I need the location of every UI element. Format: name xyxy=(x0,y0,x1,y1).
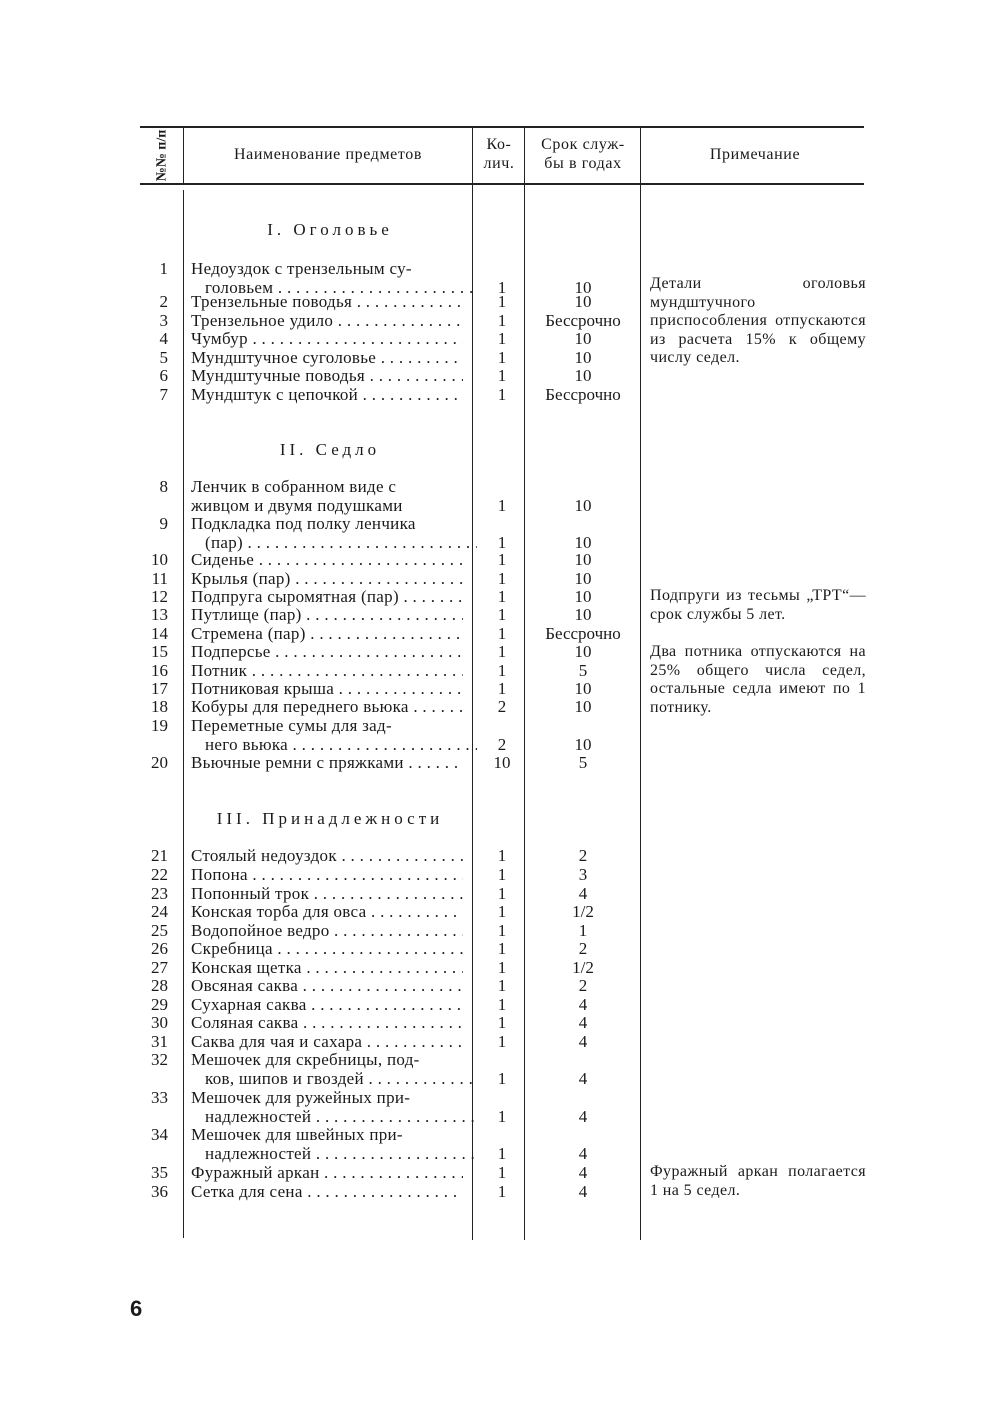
item-quantity: 1 xyxy=(497,1068,507,1088)
item-quantity: 1 xyxy=(497,1106,507,1126)
row-number: 13 xyxy=(151,605,168,624)
item-name: Мундштук с цепочкой . . . xyxy=(191,386,463,404)
col-divider-num-body xyxy=(183,190,184,1238)
item-quantity: 1 xyxy=(497,902,507,921)
item-quantity: 1 xyxy=(497,939,507,958)
item-name: Путлище (пар) . . . xyxy=(191,606,463,624)
item-quantity: 1 xyxy=(497,1013,507,1032)
row-number: 23 xyxy=(151,884,168,903)
item-quantity: 1 xyxy=(497,624,507,643)
section-title-ogolovie: I. Оголовье xyxy=(267,220,393,239)
item-quantity: 1 xyxy=(497,495,507,515)
item-name: Подкладка под полку ленчика xyxy=(191,515,416,533)
header-note: Примечание xyxy=(709,146,801,163)
item-service-life: Бессрочно xyxy=(545,385,621,404)
item-service-life: 3 xyxy=(578,865,588,884)
row-number: 32 xyxy=(151,1050,168,1069)
item-quantity: 1 xyxy=(497,569,507,588)
item-service-life: 4 xyxy=(578,1032,588,1051)
item-name: Мешочек для ружейных при- xyxy=(191,1089,411,1107)
row-number: 14 xyxy=(151,624,168,643)
item-name: Стремена (пар) . . . xyxy=(191,625,463,643)
note-podprugi: Подпруги из тесьмы „ТРТ“—срок службы 5 лет. xyxy=(650,587,866,623)
item-quantity: 1 xyxy=(497,884,507,903)
item-name: Переметные сумы для зад- xyxy=(191,717,392,735)
item-quantity: 1 xyxy=(497,995,507,1014)
row-number: 12 xyxy=(151,587,168,606)
row-number: 24 xyxy=(151,902,168,921)
item-name-continued: него вьюка . . . xyxy=(205,736,477,754)
item-quantity: 1 xyxy=(497,921,507,940)
row-number: 31 xyxy=(151,1032,168,1051)
item-service-life: 4 xyxy=(578,1106,588,1126)
row-number: 8 xyxy=(159,477,168,496)
item-service-life: 4 xyxy=(578,1143,588,1163)
row-number: 17 xyxy=(151,679,168,698)
item-quantity: 1 xyxy=(497,865,507,884)
item-service-life: 1/2 xyxy=(572,958,594,977)
item-service-life: 4 xyxy=(578,884,588,903)
item-name: Конская торба для овса . . . xyxy=(191,903,463,921)
item-name: Потниковая крыша . . . xyxy=(191,680,463,698)
item-name-continued: надлежностей . . . xyxy=(205,1145,477,1163)
item-name: Соляная саква . . . xyxy=(191,1014,463,1032)
item-name-continued: (пар) . . . xyxy=(205,534,477,552)
row-number: 6 xyxy=(159,366,168,385)
item-quantity: 1 xyxy=(497,277,507,297)
item-service-life: 10 xyxy=(574,292,592,311)
row-number: 9 xyxy=(159,514,168,533)
item-name: Мешочек для скребницы, под- xyxy=(191,1051,420,1069)
item-name-continued: надлежностей . . . xyxy=(205,1108,477,1126)
item-name: Чумбур . . . xyxy=(191,330,463,348)
item-quantity: 1 xyxy=(497,366,507,385)
item-quantity: 1 xyxy=(497,292,507,311)
row-number: 26 xyxy=(151,939,168,958)
item-name: Ленчик в собранном виде с xyxy=(191,478,397,496)
item-name: Конская щетка . . . xyxy=(191,959,463,977)
item-quantity: 1 xyxy=(497,958,507,977)
item-service-life: 4 xyxy=(578,1163,588,1182)
item-quantity: 1 xyxy=(497,385,507,404)
item-service-life: 4 xyxy=(578,1068,588,1088)
item-service-life: 10 xyxy=(574,642,592,661)
item-quantity: 1 xyxy=(497,1182,507,1201)
note-arkan: Фуражный аркан полагается 1 на 5 седел. xyxy=(650,1163,866,1199)
item-service-life: 10 xyxy=(574,550,592,569)
item-service-life: 10 xyxy=(574,495,592,515)
item-service-life: Бессрочно xyxy=(545,624,621,643)
item-quantity: 1 xyxy=(497,846,507,865)
item-service-life: 10 xyxy=(574,734,592,754)
item-name: Трензельные поводья . . . xyxy=(191,293,463,311)
item-service-life: 10 xyxy=(574,569,592,588)
header-bottom-rule xyxy=(140,183,864,185)
row-number: 11 xyxy=(151,569,168,588)
row-number: 33 xyxy=(151,1088,168,1107)
item-name: Крылья (пар) . . . xyxy=(191,570,463,588)
col-divider-term xyxy=(640,126,641,1240)
page-number: 6 xyxy=(130,1296,143,1321)
item-name-continued: живцом и двумя подушками xyxy=(191,496,403,515)
item-name: Скребница . . . xyxy=(191,940,463,958)
item-name: Овсяная саква . . . xyxy=(191,977,463,995)
item-service-life: 10 xyxy=(574,679,592,698)
item-name: Сетка для сена . . . xyxy=(191,1183,463,1201)
row-number: 36 xyxy=(151,1182,168,1201)
item-quantity: 1 xyxy=(497,661,507,680)
item-name: Подперсье . . . xyxy=(191,643,463,661)
item-name: Саква для чая и сахара . . . xyxy=(191,1033,463,1051)
item-name: Попонный трок . . . xyxy=(191,885,463,903)
row-number: 28 xyxy=(151,976,168,995)
item-service-life: Бессрочно xyxy=(545,311,621,330)
item-service-life: 10 xyxy=(574,329,592,348)
item-quantity: 1 xyxy=(497,642,507,661)
item-name: Стоялый недоуздок . . . xyxy=(191,847,463,865)
item-quantity: 1 xyxy=(497,1032,507,1051)
item-name: Сиденье . . . xyxy=(191,551,463,569)
row-number: 3 xyxy=(159,311,168,330)
item-name: Водопойное ведро . . . xyxy=(191,922,463,940)
item-quantity: 1 xyxy=(497,329,507,348)
table-top-rule xyxy=(140,126,864,128)
item-quantity: 2 xyxy=(497,734,507,754)
item-quantity: 1 xyxy=(497,311,507,330)
row-number: 5 xyxy=(159,348,168,367)
item-name: Потник . . . xyxy=(191,662,463,680)
item-name: Мундштучные поводья . . . xyxy=(191,367,463,385)
item-name: Кобуры для переднего вьюка . . . xyxy=(191,698,463,716)
item-name: Трензельное удило . . . xyxy=(191,312,463,330)
item-name: Сухарная саква . . . xyxy=(191,996,463,1014)
item-quantity: 1 xyxy=(497,532,507,552)
item-service-life: 10 xyxy=(574,587,592,606)
item-quantity: 1 xyxy=(497,976,507,995)
item-service-life: 10 xyxy=(574,348,592,367)
item-service-life: 10 xyxy=(574,277,592,297)
item-name: Попона . . . xyxy=(191,866,463,884)
item-service-life: 4 xyxy=(578,1182,588,1201)
item-quantity: 10 xyxy=(493,753,511,772)
item-name: Мешочек для швейных при- xyxy=(191,1126,403,1144)
row-number: 35 xyxy=(151,1163,168,1182)
row-number: 15 xyxy=(151,642,168,661)
row-number: 20 xyxy=(151,753,168,772)
item-service-life: 10 xyxy=(574,605,592,624)
row-number: 1 xyxy=(159,259,168,278)
item-quantity: 1 xyxy=(497,550,507,569)
item-service-life: 1/2 xyxy=(572,902,594,921)
row-number: 27 xyxy=(151,958,168,977)
item-service-life: 4 xyxy=(578,1013,588,1032)
item-name: Фуражный аркан . . . xyxy=(191,1164,463,1182)
item-service-life: 10 xyxy=(574,532,592,552)
section-title-sedlo: II. Седло xyxy=(279,440,381,459)
row-number: 19 xyxy=(151,716,168,735)
row-number: 18 xyxy=(151,697,168,716)
row-number: 25 xyxy=(151,921,168,940)
header-qty: Ко- лич. xyxy=(483,136,515,172)
item-service-life: 2 xyxy=(578,846,588,865)
item-quantity: 1 xyxy=(497,1163,507,1182)
item-name: Вьючные ремни с пряжками . . . xyxy=(191,754,463,772)
item-service-life: 10 xyxy=(574,366,592,385)
row-number: 16 xyxy=(151,661,168,680)
row-number: 10 xyxy=(151,550,168,569)
item-service-life: 5 xyxy=(578,753,588,772)
item-quantity: 1 xyxy=(497,348,507,367)
item-service-life: 2 xyxy=(578,939,588,958)
row-number: 29 xyxy=(151,995,168,1014)
item-name-continued: головьем . . . xyxy=(205,279,477,297)
item-service-life: 4 xyxy=(578,995,588,1014)
row-number: 4 xyxy=(159,329,168,348)
item-service-life: 2 xyxy=(578,976,588,995)
note-ogolovie: Детали оголовья мундштучного приспособления отпускаются из расчета 15% к общему числу седел. xyxy=(650,275,866,366)
item-quantity: 1 xyxy=(497,587,507,606)
row-number: 30 xyxy=(151,1013,168,1032)
item-quantity: 2 xyxy=(497,697,507,716)
item-quantity: 1 xyxy=(497,605,507,624)
item-name: Подпруга сыромятная (пар) . . . xyxy=(191,588,463,606)
item-name: Недоуздок с трензельным су- xyxy=(191,260,412,278)
item-quantity: 1 xyxy=(497,1143,507,1163)
item-service-life: 10 xyxy=(574,697,592,716)
item-service-life: 5 xyxy=(578,661,588,680)
item-name-continued: ков, шипов и гвоздей . . . xyxy=(205,1070,477,1088)
header-term: Срок служ- бы в годах xyxy=(541,136,625,172)
item-quantity: 1 xyxy=(497,679,507,698)
row-number: 2 xyxy=(159,292,168,311)
section-title-prinadlezhnosti: III. Принадлежности xyxy=(216,809,444,828)
row-number: 7 xyxy=(159,385,168,404)
row-number: 34 xyxy=(151,1125,168,1144)
header-name: Наименование предметов xyxy=(233,146,423,163)
item-service-life: 1 xyxy=(578,921,588,940)
row-number: 21 xyxy=(151,846,168,865)
item-name: Мундштучное суголовье . . . xyxy=(191,349,463,367)
note-potnik: Два потника отпускаются на 25% общего числа седел, остальные седла имеют по 1 потнику. xyxy=(650,643,866,716)
header-num: №№ п/п xyxy=(154,129,170,181)
row-number: 22 xyxy=(151,865,168,884)
